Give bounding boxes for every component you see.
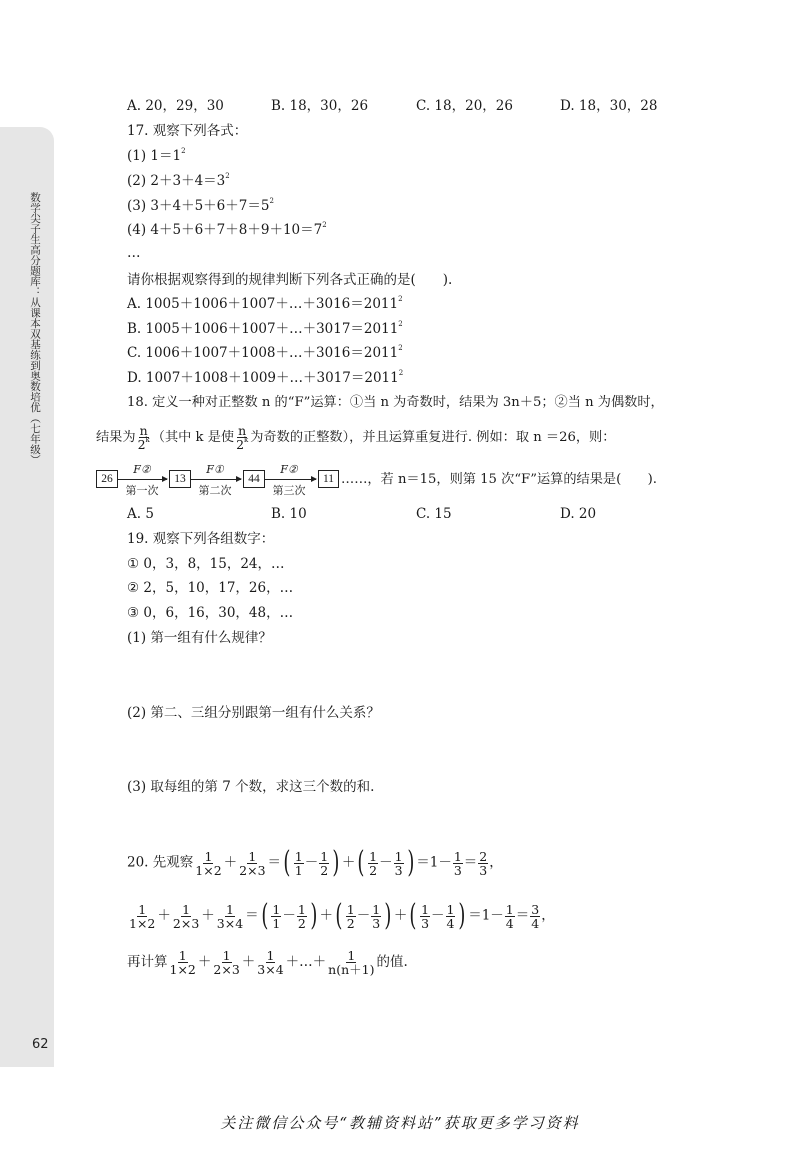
q18-line2: 结果为 $\frac{n}{2^k}$ （其中 k 是使 $\frac{n}{2^k}$ 为奇数的正整数），并且运算重复进行. 例如：取 n ＝26，则： <box>96 423 616 452</box>
flow-value-box: 44 <box>243 470 265 488</box>
q18-option-c: C. 15 <box>416 506 452 522</box>
q19-stem: 19. 观察下列各组数字： <box>127 531 275 547</box>
q18-flow-tail: ……，若 n＝15，则第 15 次“F”运算的结果是( ). <box>341 472 657 487</box>
q16-option-a: A. 20，29，30 <box>127 98 224 114</box>
q19-part3: (3) 取每组的第 7 个数，求这三个数的和. <box>127 779 375 795</box>
flow-value-box: 26 <box>96 470 118 488</box>
q20-row3: 再计算 $\frac{1}{1\times 2}$ ＋ $\frac{1}{2\times 3}$ ＋ $\frac{1}{3\times 4}$ ＋…＋ $\frac{1}{n(n+1)}$ 的值. <box>127 948 408 977</box>
q17-eq1: (1) $1=1^2$ <box>127 147 186 164</box>
q19-group1: ① 0，3，8，15，24，… <box>127 556 285 572</box>
q17-option-b: B. $1005+1006+1007+\dots+3017=2011^2$ <box>127 320 403 337</box>
book-title-vertical: 数学尖子生高分题库：从课本双基练到奥数培优（七年级） <box>29 192 41 465</box>
flow-op-label: F① <box>206 463 224 476</box>
q20-row1: 20. 先观察 $\frac{1}{1\times 2}$ ＋ $\frac{1}{2\times 3}$ ＝( $\frac{1}{1}$ － $\frac{1}{2}$ ) ＋( $\frac{1}{2}$ － $\frac{1}{3}$ ) ＝1－ $\frac{1}{3}$ ＝ $\frac{2}{3}$ ， <box>127 845 503 880</box>
q19-part2: (2) 第二、三组分别跟第一组有什么关系？ <box>127 705 380 721</box>
flow-step-label: 第三次 <box>272 484 306 497</box>
flow-arrow <box>190 479 241 480</box>
q17-option-c: C. $1006+1007+1008+\dots+3016=2011^2$ <box>127 344 403 361</box>
q18-option-d: D. 20 <box>560 506 597 522</box>
q17-option-a: A. $1005+1006+1007+\dots+3016=2011^2$ <box>127 295 403 312</box>
q16-option-d: D. 18，30，28 <box>560 98 658 114</box>
flow-step-label: 第二次 <box>198 484 232 497</box>
q20-row2: $\frac{1}{1\times 2}$ ＋ $\frac{1}{2\times 3}$ ＋ $\frac{1}{3\times 4}$ ＝( $\frac{1}{1}$ － $\frac{1}{2}$ ) ＋( $\frac{1}{2}$ － $\frac{1}{3}$ ) ＋( $\frac{1}{3}$ － $\frac{1}{4}$ ) ＝1－ $\frac{1}{4}$ ＝ $\frac{3}{4}$ ， <box>129 898 555 933</box>
q17-ellipsis: … <box>127 245 141 261</box>
flow-value-box: 11 <box>318 470 339 488</box>
q18-option-a: A. 5 <box>127 506 154 522</box>
flow-arrow <box>117 479 167 480</box>
q17-eq3: (3) $3+4+5+6+7=5^2$ <box>127 197 274 214</box>
q16-option-c: C. 18，20，26 <box>416 98 513 114</box>
q19-group3: ③ 0，6，16，30，48，… <box>127 605 294 621</box>
q17-eq4: (4) $4+5+6+7+8+9+10=7^2$ <box>127 221 327 238</box>
page-number: 62 <box>32 1037 49 1052</box>
flow-value-box: 13 <box>169 470 191 488</box>
q19-group2: ② 2，5，10，17，26，… <box>127 580 294 596</box>
flow-op-label: F② <box>133 463 151 476</box>
flow-step-label: 第一次 <box>125 484 159 497</box>
q17-ask: 请你根据观察得到的规律判断下列各式正确的是( ). <box>127 272 453 288</box>
flow-op-label: F② <box>280 463 298 476</box>
q19-part1: (1) 第一组有什么规律？ <box>127 630 272 646</box>
q17-stem: 17. 观察下列各式： <box>127 123 248 139</box>
q16-option-b: B. 18，30，26 <box>271 98 369 114</box>
q18-option-b: B. 10 <box>271 506 307 522</box>
footer-promo: 关注微信公众号“教辅资料站”获取更多学习资料 <box>220 1114 580 1132</box>
q17-option-d: D. $1007+1008+1009+\dots+3017=2011^2$ <box>127 369 404 386</box>
flow-arrow <box>264 479 316 480</box>
q17-eq2: (2) $2+3+4=3^2$ <box>127 172 230 189</box>
q18-line1: 18. 定义一种对正整数 n 的“F”运算：①当 n 为奇数时，结果为 3n＋5；②当 n 为偶数时， <box>127 395 664 410</box>
